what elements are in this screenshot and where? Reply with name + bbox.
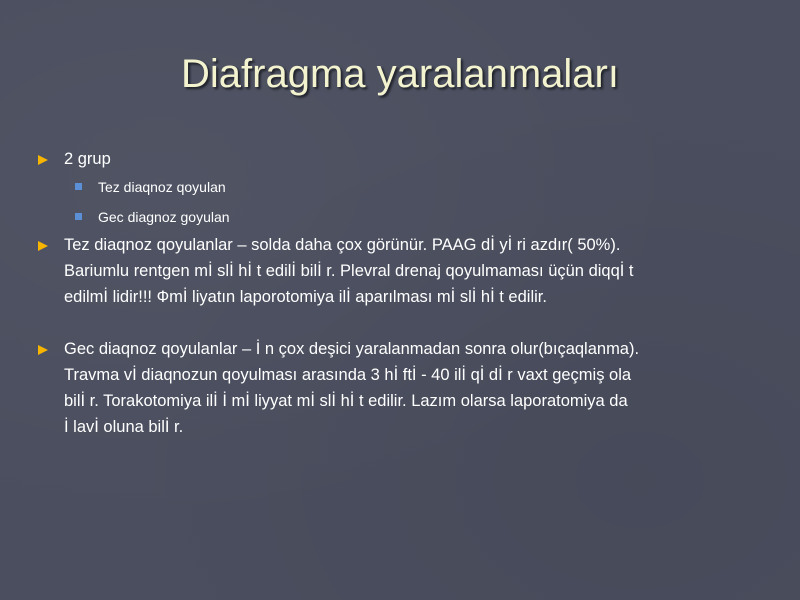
- bullet-line: İ lavİ oluna bilİ r.: [64, 418, 184, 436]
- sub-bullet-text: Gec diagnoz goyulan: [98, 209, 230, 225]
- triangle-bullet-icon: [38, 155, 48, 165]
- bullet-line: Travma vİ diaqnozun qoyulması arasında 3 hİ ftİ - 40 ilİ qİ dİ r vaxt geçmiş ola: [64, 366, 632, 384]
- triangle-bullet-icon: [38, 345, 48, 355]
- bullet-line: bilİ r. Torakotomiya ilİ İ mİ liyyat mİ slİ hİ t edilir. Lazım olarsa laporatomiya da: [64, 392, 628, 410]
- sub-bullet-item: [38, 202, 758, 232]
- sub-bullet-item: [38, 172, 758, 202]
- slide-content: [38, 146, 758, 440]
- bullet-item-groups: [38, 146, 758, 172]
- square-bullet-icon: [75, 183, 82, 190]
- bullet-line: Gec diaqnoz qoyulanlar – İ n çox deşici yaralanmadan sonra olur(bıçaqlanma).: [64, 340, 640, 358]
- square-bullet-icon: [75, 213, 82, 220]
- bullet-text: 2 grup: [64, 150, 111, 168]
- bullet-item-early-diagnosis: [38, 232, 758, 310]
- bullet-item-late-diagnosis: [38, 336, 758, 440]
- slide-title: Diafragma yaralanmaları: [181, 52, 619, 96]
- triangle-bullet-icon: [38, 241, 48, 251]
- bullet-line: Bariumlu rentgen mİ slİ hİ t edilİ bilİ r. Plevral drenaj qoyulmaması üçün diqqİ t: [64, 262, 634, 280]
- spacer: [38, 310, 758, 336]
- sub-bullet-text: Tez diaqnoz qoyulan: [98, 179, 226, 195]
- bullet-line: edilmİ lidir!!! Фmİ liyatın laporotomiya ilİ aparılması mİ slİ hİ t edilir.: [64, 288, 547, 306]
- bullet-line: Tez diaqnoz qoyulanlar – solda daha çox görünür. PAAG dİ yİ ri azdır( 50%).: [64, 236, 621, 254]
